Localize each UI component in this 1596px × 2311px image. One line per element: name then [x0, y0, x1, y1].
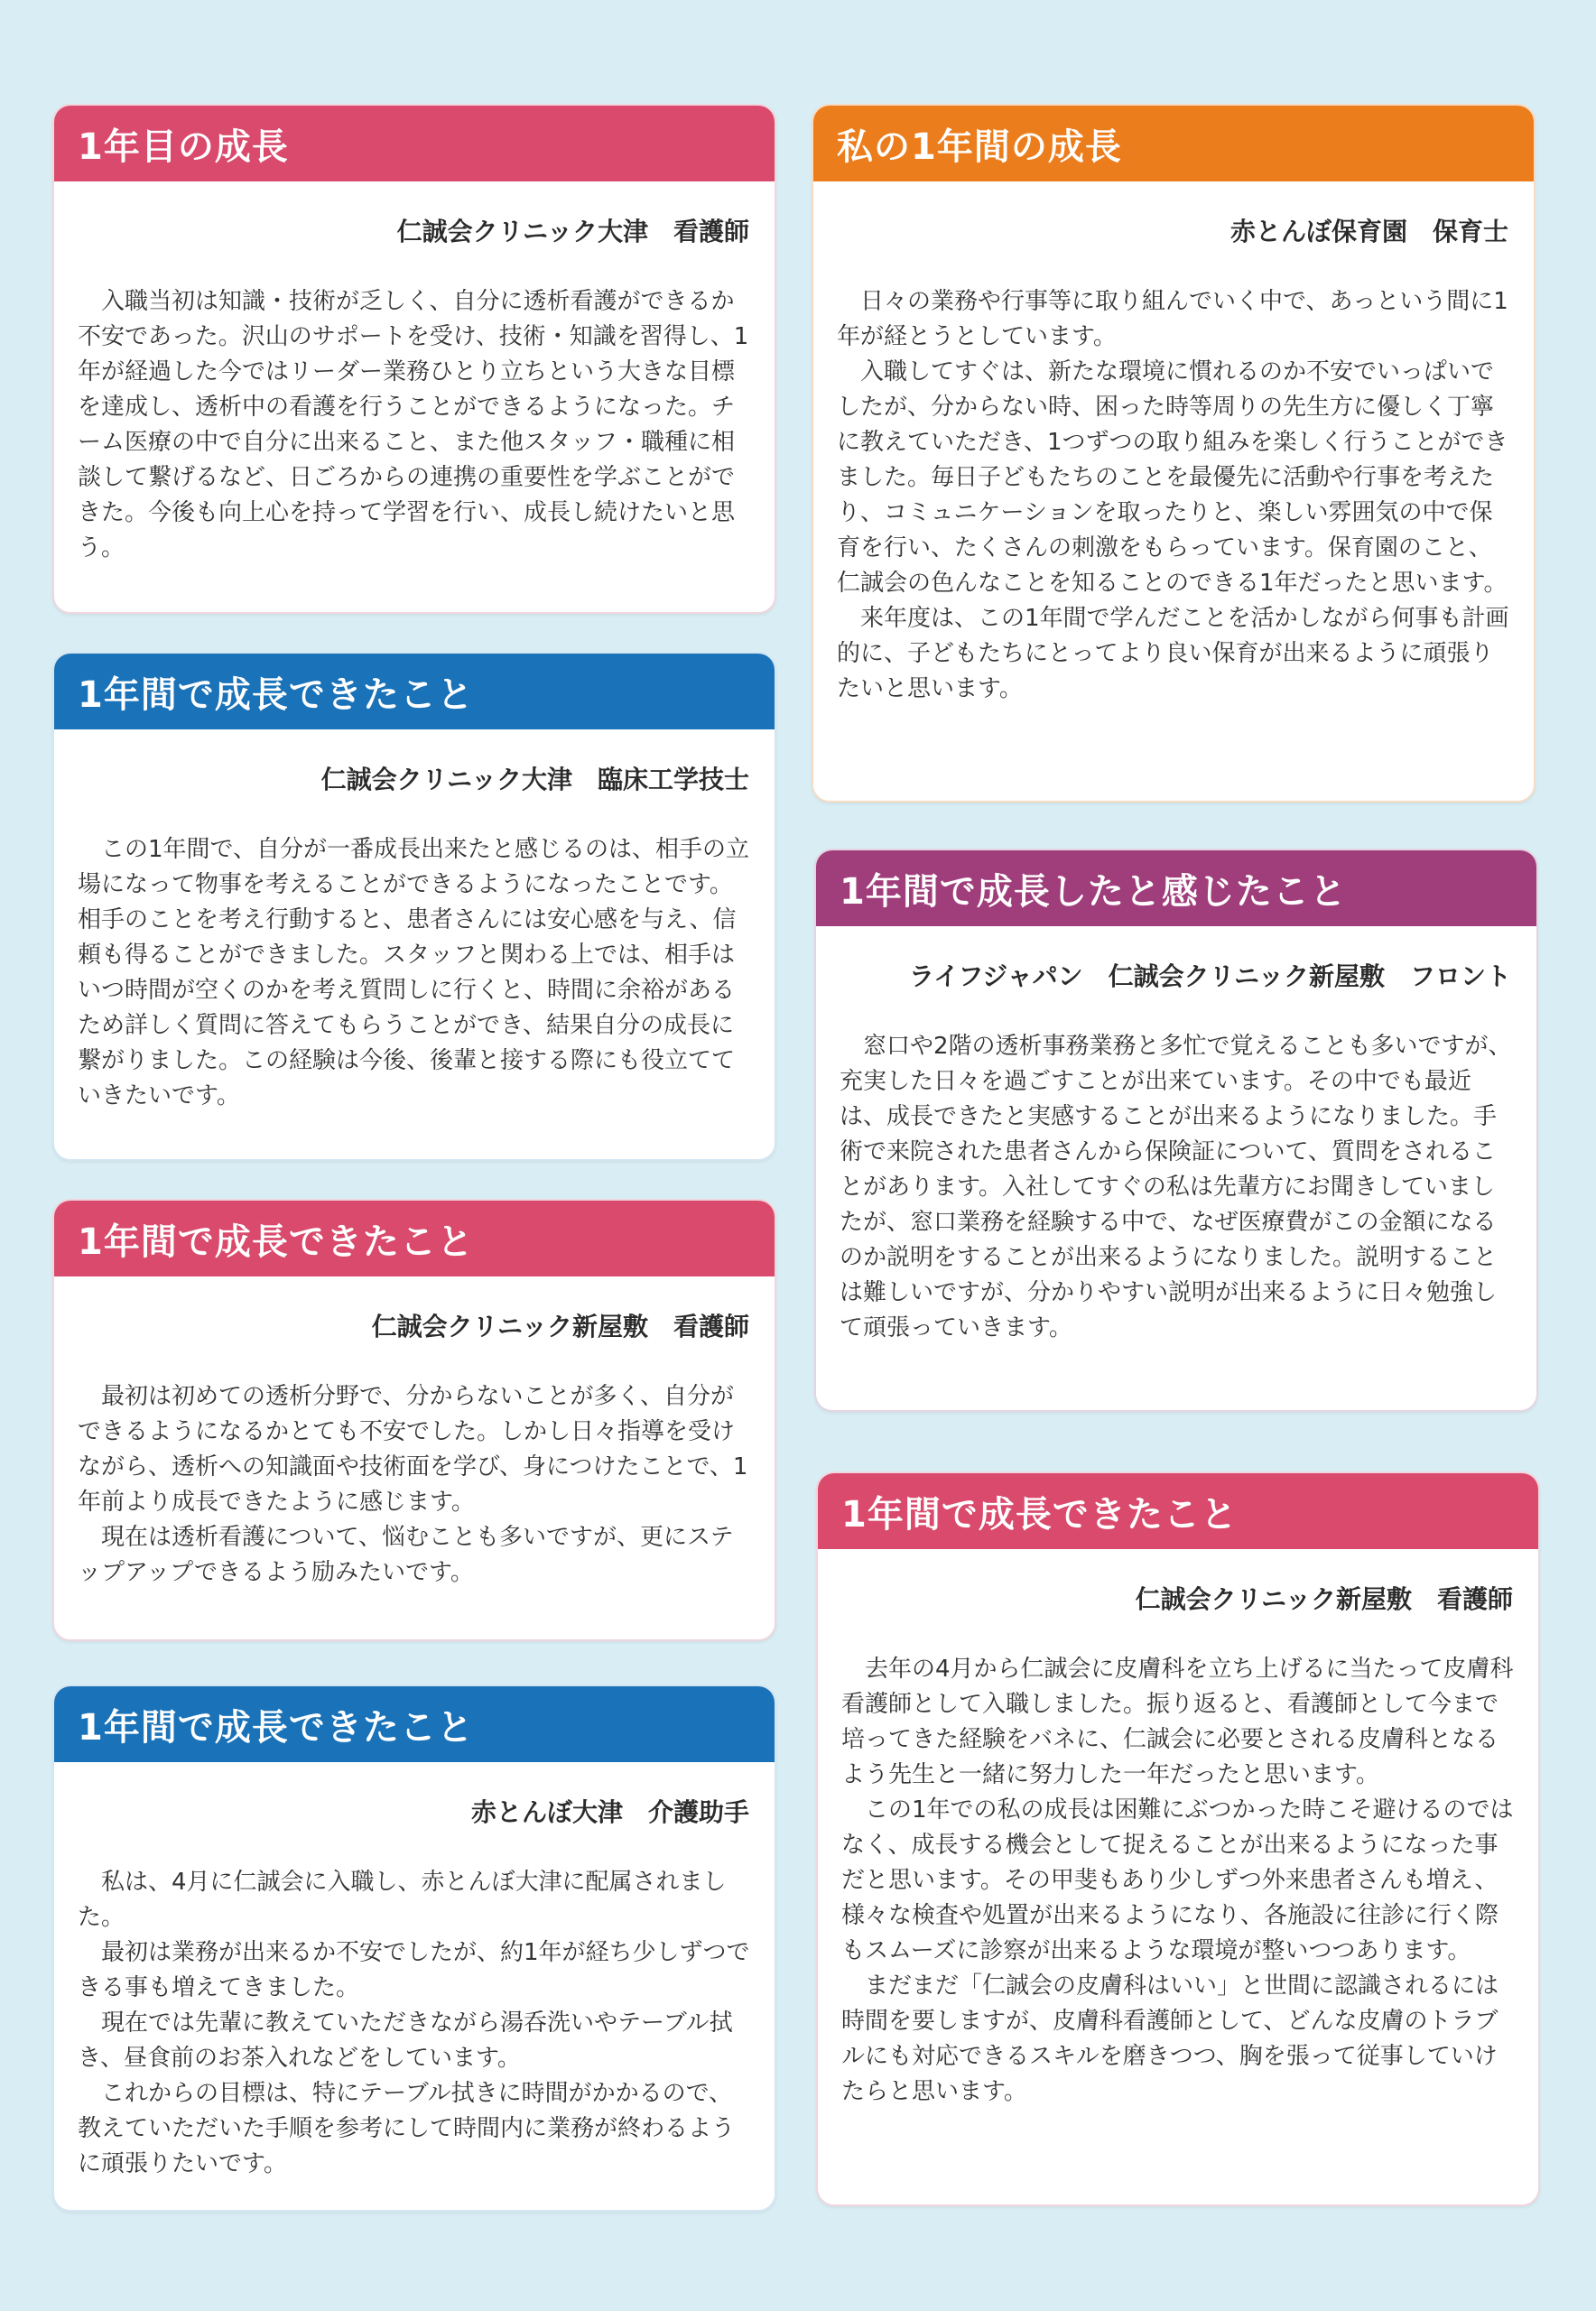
card-title: 私の1年間の成長 — [837, 125, 1122, 168]
card-growth-care-assistant — [52, 1685, 776, 2212]
paragraph: 去年の4月から仁誠会に皮膚科を立ち上げるに当たって皮膚科看護師として入職しました。振り返ると、看護師として今まで培ってきた経験をバネに、仁誠会に必要とされる皮膚科となるよう先生と一緒に努力した一年だったと思います。 — [841, 1656, 1514, 1788]
paragraph: まだまだ「仁誠会の皮膚科はいい」と世間に認識されるには時間を要しますが、皮膚科看護師として、どんな皮膚のトラブルにも対応できるスキルを磨きつつ、胸を張って従事していけたらと思います。 — [841, 1972, 1499, 2105]
card-title-bar — [816, 850, 1536, 926]
card-title: 1年間で成長したと感じたこと — [840, 870, 1347, 913]
paragraph: 日々の業務や行事等に取り組んでいく中で、あっという間に1年が経とうとしています。 — [837, 288, 1508, 350]
card-affiliation: 赤とんぼ保育園 保育士 — [1229, 217, 1508, 246]
card-title-bar — [54, 654, 775, 729]
paragraph: 私は、4月に仁誠会に入職し、赤とんぼ大津に配属されました。 — [78, 1869, 727, 1931]
card-title-bar — [54, 1201, 775, 1276]
card-body — [813, 248, 1534, 707]
card-affiliation: ライフジャパン 仁誠会クリニック新屋敷 フロント — [909, 961, 1511, 991]
card-title: 1年間で成長できたこと — [78, 1220, 474, 1263]
card-body — [816, 993, 1536, 1346]
card-body — [818, 1616, 1538, 2110]
card-body — [54, 1829, 775, 2182]
card-growth-front-desk — [814, 849, 1538, 1412]
paragraph: 来年度は、この1年間で学んだことを活かしながら何事も計画的に、子どもたちにとってより良い保育が出来るように頑張りたいと思います。 — [837, 605, 1509, 702]
paragraph: 入職してすぐは、新たな環境に慣れるのか不安でいっぱいでしたが、分からない時、困った時等周りの先生方に優しく丁寧に教えていただき、1つずつの取り組みを楽しく行うことができました。毎日子どもたちのことを最優先に活動や行事を考えたり、コミュニケーションを取ったりと、楽しい雰囲気の中で保育を行い、たくさんの刺激をもらっています。保育園のこと、仁誠会の色んなことを知ることのできる1年だったと思います。 — [837, 358, 1508, 597]
paragraph: 現在では先輩に教えていただきながら湯呑洗いやテーブル拭き、昼食前のお茶入れなどをしています。 — [78, 2009, 733, 2072]
card-body — [54, 796, 775, 1114]
card-affiliation: 仁誠会クリニック大津 臨床工学技士 — [320, 765, 749, 794]
paragraph: 最初は業務が出来るか不安でしたが、約1年が経ち少しずつできる事も増えてきました。 — [78, 1939, 750, 2001]
paragraph: この1年間で、自分が一番成長出来たと感じるのは、相手の立場になって物事を考えることができるようになったことです。相手のことを考え行動すると、患者さんには安心感を与え、信頼も得ることができました。スタッフと関わる上では、相手はいつ時間が空くのかを考え質問しに行くと、時間に余裕があるため詳しく質問に答えてもらうことができ、結果自分の成長に繋がりました。この経験は今後、後輩と接する際にも役立てていきたいです。 — [78, 836, 750, 1109]
card-growth-nursery — [812, 104, 1536, 803]
card-growth-dermatology-nurse — [816, 1471, 1540, 2206]
card-growth-first-year — [52, 104, 776, 614]
card-affiliation: 赤とんぼ大津 介護助手 — [470, 1797, 749, 1827]
card-affiliation: 仁誠会クリニック新屋敷 看護師 — [371, 1312, 749, 1341]
card-body — [54, 1343, 775, 1591]
paragraph: 現在は透析看護について、悩むことも多いですが、更にステップアップできるよう励みたいです。 — [78, 1524, 734, 1586]
card-affiliation: 仁誠会クリニック大津 看護師 — [396, 217, 749, 246]
card-title: 1年間で成長できたこと — [78, 673, 474, 716]
card-affiliation: 仁誠会クリニック新屋敷 看護師 — [1135, 1584, 1513, 1614]
card-title-bar — [818, 1473, 1538, 1549]
card-title: 1年間で成長できたこと — [78, 1706, 474, 1749]
paragraph: この1年での私の成長は困難にぶつかった時こそ避けるのではなく、成長する機会として捉えることが出来るようになった事だと思います。その甲斐もあり少しずつ外来患者さんも増え、様々な検査や処置が出来るようになり、各施設に往診に行く際もスムーズに診察が出来るような環境が整いつつあります。 — [841, 1796, 1514, 1964]
card-growth-ce — [52, 652, 776, 1161]
card-body — [54, 248, 775, 566]
card-growth-nurse-shinyashiki — [52, 1199, 776, 1641]
card-title-bar — [54, 106, 775, 181]
card-title: 1年目の成長 — [78, 125, 289, 168]
card-title: 1年間で成長できたこと — [841, 1493, 1238, 1536]
paragraph: 窓口や2階の透析事務業務と多忙で覚えることも多いですが、充実した日々を過ごすことが出来ています。その中でも最近は、成長できたと実感することが出来るようになりました。手術で来院された患者さんから保険証について、質問をされることがあります。入社してすぐの私は先輩方にお聞きしていましたが、窓口業務を経験する中で、なぜ医療費がこの金額になるのか説明をすることが出来るようになりました。説明することは難しいですが、分かりやすい説明が出来るように日々勉強して頑張っていきます。 — [840, 1033, 1512, 1341]
paragraph: 入職当初は知識・技術が乏しく、自分に透析看護ができるか不安であった。沢山のサポートを受け、技術・知識を習得し、1年が経過した今ではリーダー業務ひとり立ちという大きな目標を達成し、透析中の看護を行うことができるようになった。チーム医療の中で自分に出来ること、また他スタッフ・職種に相談して繋げるなど、日ごろからの連携の重要性を学ぶことができた。今後も向上心を持って学習を行い、成長し続けたいと思う。 — [78, 288, 749, 562]
card-title-bar — [54, 1686, 775, 1762]
card-title-bar — [813, 106, 1534, 181]
paragraph: これからの目標は、特にテーブル拭きに時間がかかるので、教えていただいた手順を参考にして時間内に業務が終わるように頑張りたいです。 — [78, 2080, 736, 2177]
paragraph: 最初は初めての透析分野で、分からないことが多く、自分ができるようになるかとても不安でした。しかし日々指導を受けながら、透析への知識面や技術面を学び、身につけたことで、1年前より成長できたように感じます。 — [78, 1383, 748, 1516]
